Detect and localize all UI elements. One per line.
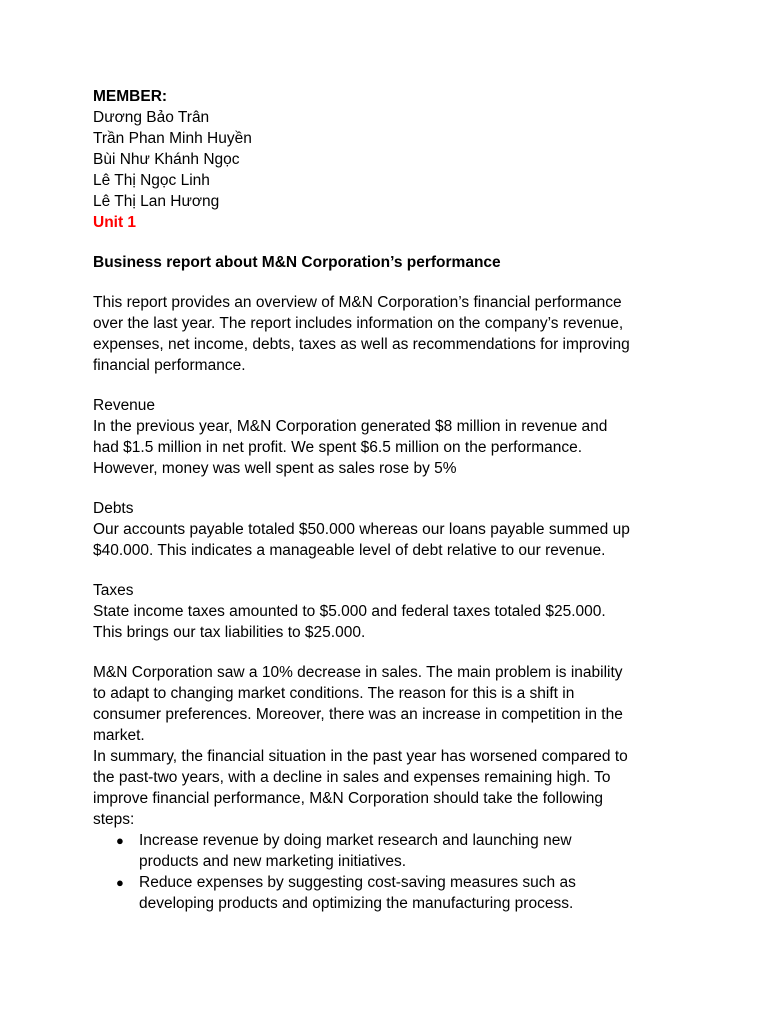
paragraph-line: State income taxes amounted to $5.000 and federal taxes totaled $25.000. bbox=[93, 603, 606, 620]
member-name: Lê Thị Lan Hương bbox=[93, 193, 220, 210]
paragraph-line: This report provides an overview of M&N Corporation’s financial performance bbox=[93, 294, 622, 311]
document-page bbox=[93, 86, 693, 914]
paragraph-line: $40.000. This indicates a manageable level of debt relative to our revenue. bbox=[93, 542, 606, 559]
list-item-line: Reduce expenses by suggesting cost-saving measures such as bbox=[139, 874, 576, 891]
section-heading-revenue: Revenue bbox=[93, 397, 156, 414]
paragraph-line: consumer preferences. Moreover, there was an increase in competition in the bbox=[93, 706, 623, 723]
section-heading-taxes: Taxes bbox=[93, 582, 134, 599]
summary-paragraph bbox=[93, 746, 693, 830]
paragraph-line: In summary, the financial situation in the past year has worsened compared to bbox=[93, 748, 628, 765]
paragraph-line: However, money was well spent as sales rose by 5% bbox=[93, 460, 457, 477]
member-list bbox=[93, 107, 693, 212]
paragraph-line: the past-two years, with a decline in sales and expenses remaining high. To bbox=[93, 769, 611, 786]
taxes-section bbox=[93, 580, 693, 643]
paragraph-line: market. bbox=[93, 727, 145, 744]
paragraph-line: steps: bbox=[93, 811, 135, 828]
list-item bbox=[93, 872, 693, 914]
paragraph-line: M&N Corporation saw a 10% decrease in sales. The main problem is inability bbox=[93, 664, 623, 681]
bullet-icon: ● bbox=[116, 833, 124, 848]
list-item-line: products and new marketing initiatives. bbox=[139, 853, 407, 870]
paragraph-line: had $1.5 million in net profit. We spent $6.5 million on the performance. bbox=[93, 439, 583, 456]
list-item-line: developing products and optimizing the manufacturing process. bbox=[139, 895, 574, 912]
revenue-section bbox=[93, 395, 693, 479]
report-title: Business report about M&N Corporation’s performance bbox=[93, 254, 501, 271]
unit-label: Unit 1 bbox=[93, 214, 137, 231]
analysis-paragraph bbox=[93, 662, 693, 746]
member-name: Lê Thị Ngọc Linh bbox=[93, 172, 210, 189]
member-name: Bùi Như Khánh Ngọc bbox=[93, 151, 240, 168]
member-label: MEMBER: bbox=[93, 88, 168, 105]
debts-section bbox=[93, 498, 693, 561]
bullet-icon: ● bbox=[116, 875, 124, 890]
paragraph-line: improve financial performance, M&N Corporation should take the following bbox=[93, 790, 604, 807]
paragraph-line: expenses, net income, debts, taxes as well as recommendations for improving bbox=[93, 336, 630, 353]
paragraph-line: In the previous year, M&N Corporation generated $8 million in revenue and bbox=[93, 418, 608, 435]
paragraph-line: financial performance. bbox=[93, 357, 246, 374]
list-item-line: Increase revenue by doing market research and launching new bbox=[139, 832, 572, 849]
paragraph-line: This brings our tax liabilities to $25.000. bbox=[93, 624, 366, 641]
steps-list bbox=[93, 830, 693, 914]
member-name: Dương Bảo Trân bbox=[93, 109, 210, 126]
section-heading-debts: Debts bbox=[93, 500, 134, 517]
paragraph-line: over the last year. The report includes information on the company’s revenue, bbox=[93, 315, 624, 332]
paragraph-line: to adapt to changing market conditions. The reason for this is a shift in bbox=[93, 685, 575, 702]
member-name: Trần Phan Minh Huyền bbox=[93, 130, 252, 147]
intro-paragraph bbox=[93, 292, 693, 376]
list-item bbox=[93, 830, 693, 872]
paragraph-line: Our accounts payable totaled $50.000 whereas our loans payable summed up bbox=[93, 521, 630, 538]
